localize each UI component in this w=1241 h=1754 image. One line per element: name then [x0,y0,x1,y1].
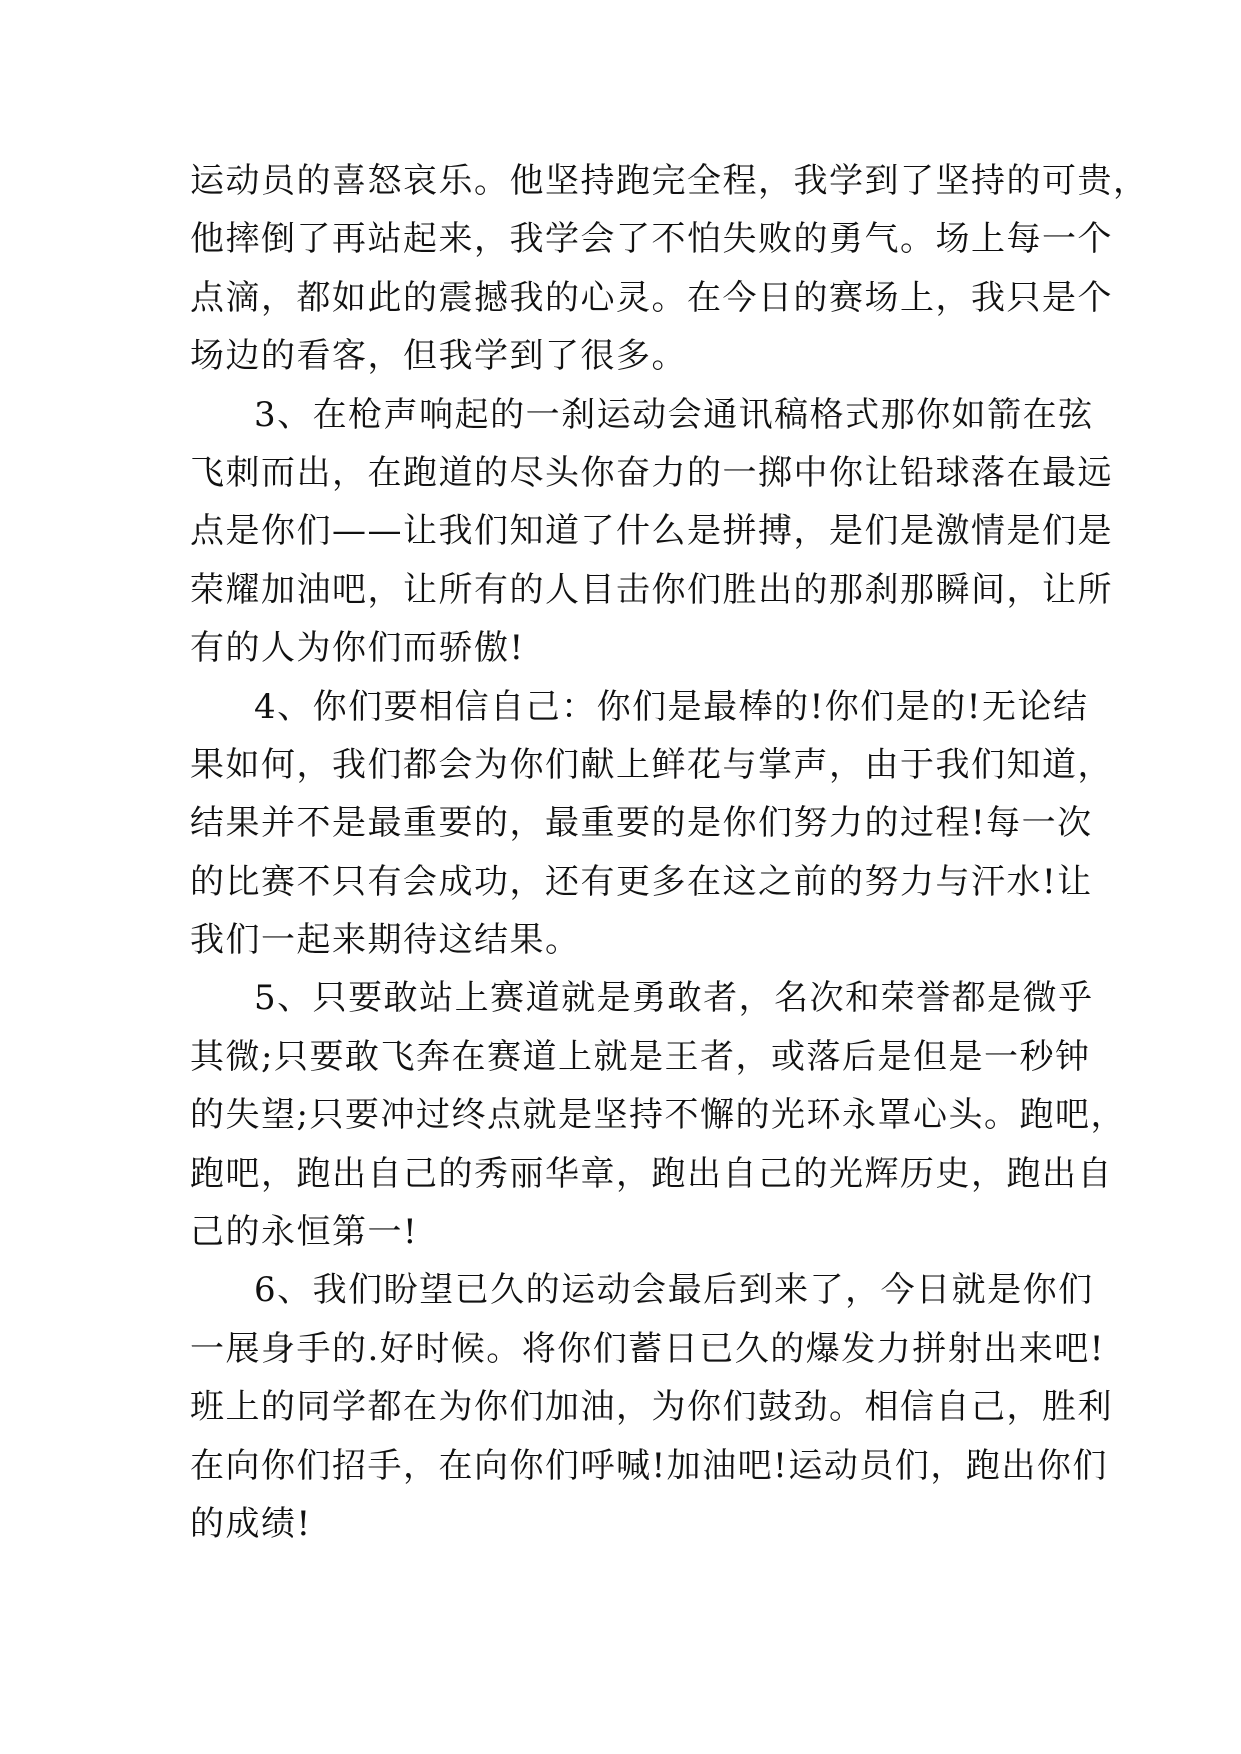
paragraph-continuation [190,152,1149,386]
document-body [190,152,1149,1553]
text-line: 6、我们盼望已久的运动会最后到来了，今日就是你们 [254,1270,1094,1311]
text-line: 荣耀加油吧，让所有的人目击你们胜出的那刹那瞬间，让所 [190,569,1113,610]
text-line: 飞刺而出，在跑道的尽头你奋力的一掷中你让铅球落在最远 [190,452,1113,493]
text-line: 的失望;只要冲过终点就是坚持不懈的光环永罩心头。跑吧， [190,1095,1126,1136]
text-line: 我们一起来期待这结果。 [190,920,581,961]
text-line: 的成绩! [190,1503,312,1544]
text-line: 4、你们要相信自己：你们是最棒的!你们是的!无论结 [254,686,1089,727]
text-line: 跑吧，跑出自己的秀丽华章，跑出自己的光辉历史，跑出自 [190,1153,1113,1194]
text-line: 果如何，我们都会为你们献上鲜花与掌声，由于我们知道， [190,744,1113,785]
text-line: 点滴，都如此的震撼我的心灵。在今日的赛场上，我只是个 [190,277,1113,318]
text-line: 3、在枪声响起的一刹运动会通讯稿格式那你如箭在弦 [254,394,1094,435]
text-line: 5、只要敢站上赛道就是勇敢者，名次和荣誉都是微乎 [254,978,1094,1019]
paragraph-item-5 [190,969,1126,1261]
text-line: 运动员的喜怒哀乐。他坚持跑完全程，我学到了坚持的可贵， [190,161,1149,201]
paragraph-item-4 [190,678,1113,970]
paragraph-item-6 [190,1261,1113,1553]
text-line: 在向你们招手，在向你们呼喊!加油吧!运动员们，跑出你们 [190,1445,1108,1486]
text-line: 有的人为你们而骄傲! [190,628,525,669]
text-line: 的比赛不只有会成功，还有更多在这之前的努力与汗水!让 [190,861,1093,902]
text-line: 场边的看客，但我学到了很多。 [190,336,687,377]
text-line: 点是你们——让我们知道了什么是拼搏，是们是激情是们是 [190,511,1113,552]
text-line: 班上的同学都在为你们加油，为你们鼓劲。相信自己，胜利 [190,1387,1113,1428]
text-line: 己的永恒第一! [190,1212,419,1253]
paragraph-item-3 [190,386,1113,678]
text-line: 他摔倒了再站起来，我学会了不怕失败的勇气。场上每一个 [190,219,1113,260]
text-line: 结果并不是最重要的，最重要的是你们努力的过程!每一次 [190,803,1093,844]
text-line: 一展身手的.好时候。将你们蓄日已久的爆发力拼射出来吧! [190,1328,1105,1369]
text-line: 其微;只要敢飞奔在赛道上就是王者，或落后是但是一秒钟 [190,1036,1091,1077]
